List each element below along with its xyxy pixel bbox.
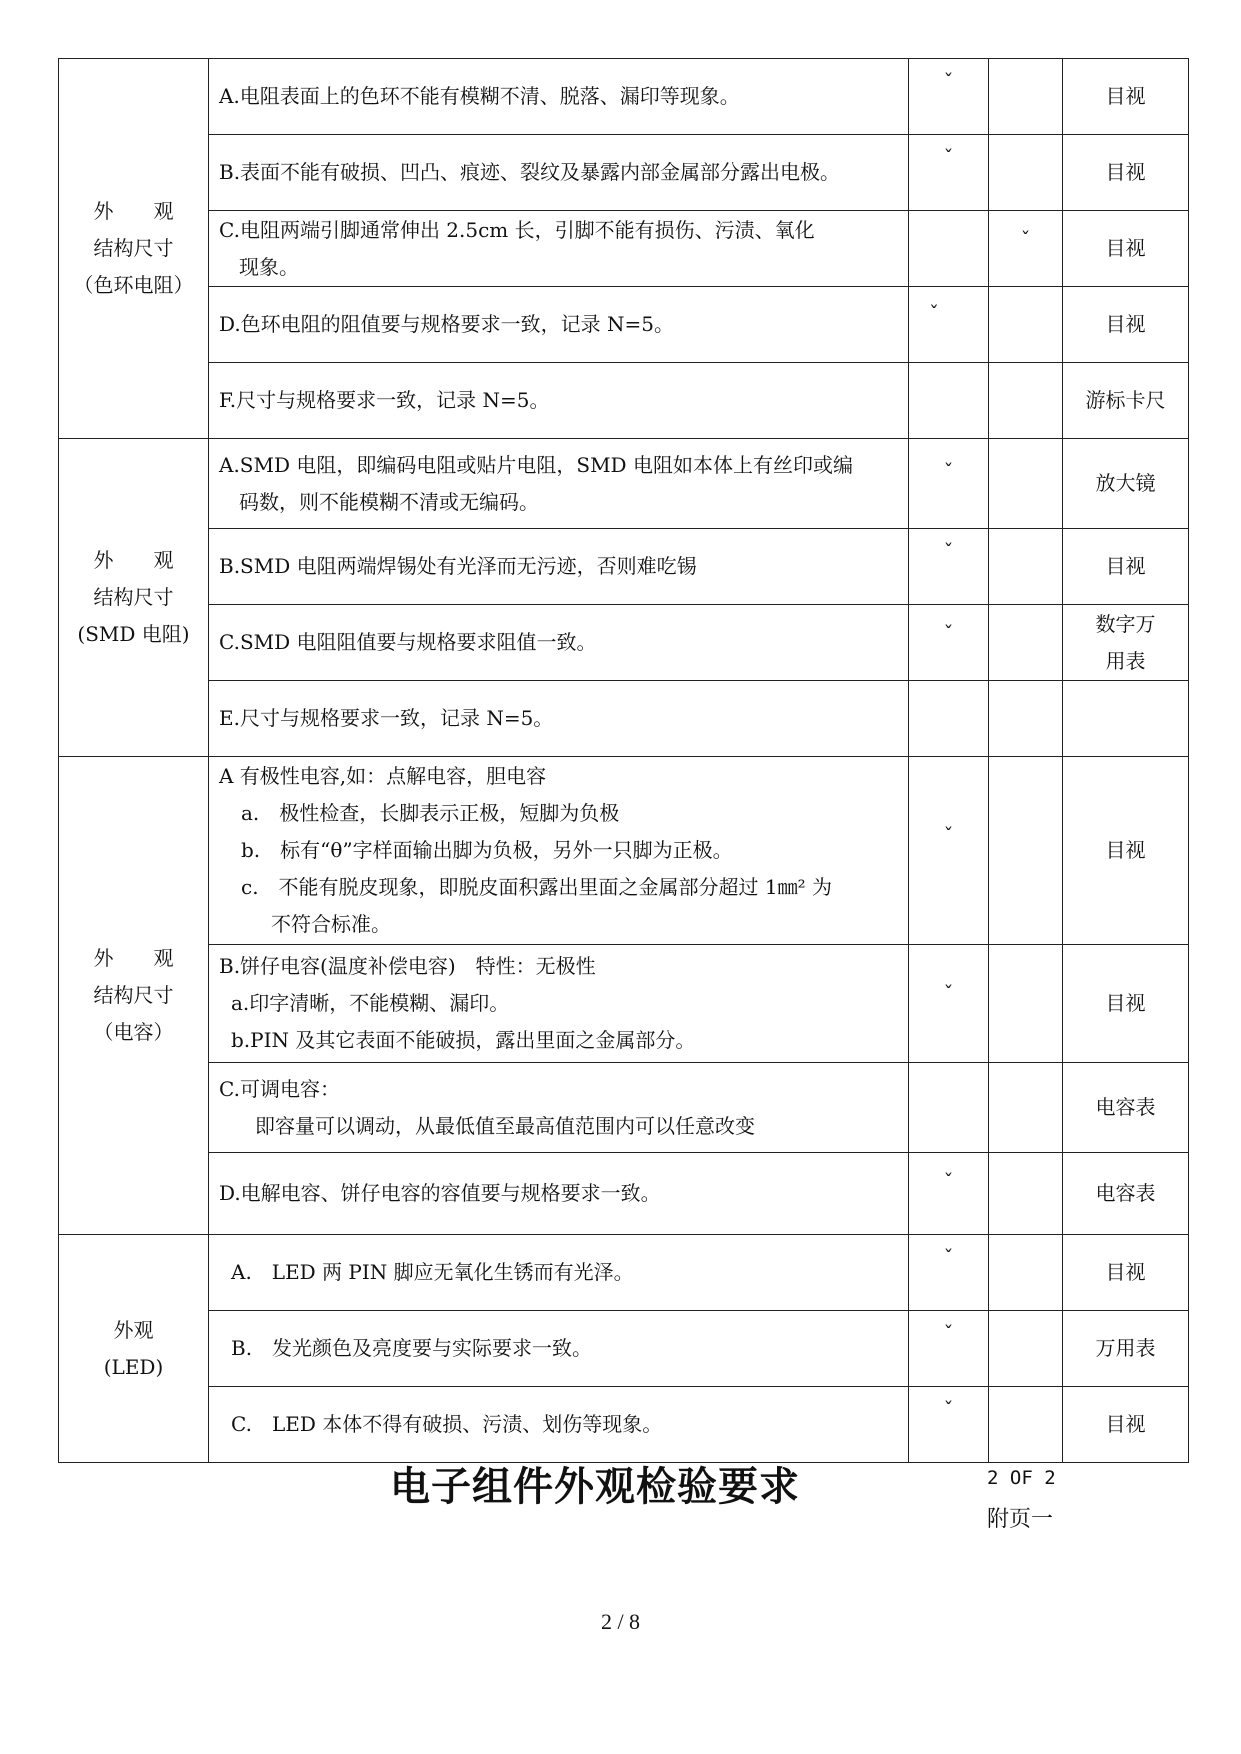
category-line: 外 观 [93, 199, 174, 223]
category-cell [59, 757, 209, 1235]
item-line: B.饼仔电容(温度补偿电容) 特性：无极性 [219, 954, 596, 978]
table-row [59, 211, 1189, 287]
item-line: A.SMD 电阻，即编码电阻或贴片电阻，SMD 电阻如本体上有丝印或编 [219, 452, 853, 477]
check-cell [909, 287, 989, 363]
item-line: b.PIN 及其它表面不能破损，露出里面之金属部分。 [231, 1028, 696, 1052]
category-line: 结构尺寸 [93, 585, 174, 609]
check-mark: ˇ [943, 1397, 954, 1421]
item-text: B.SMD 电阻两端焊锡处有光泽而无污迹，否则难吃锡 [209, 529, 909, 605]
table-row [59, 135, 1189, 211]
check-cell [989, 1153, 1063, 1235]
item-text: E.尺寸与规格要求一致，记录 N=5。 [209, 681, 909, 757]
item-line: 码数，则不能模糊不清或无编码。 [239, 489, 539, 514]
check-mark: ˇ [943, 1169, 954, 1193]
check-mark: ˇ [943, 823, 954, 847]
tool-cell [1063, 681, 1189, 757]
page-footer: 2 / 8 [600, 1609, 641, 1634]
check-mark: ˇ [1020, 227, 1031, 251]
check-cell [909, 1387, 989, 1463]
category-cell [59, 439, 209, 757]
category-line: 结构尺寸 [93, 236, 174, 260]
tool-cell: 目视 [1063, 287, 1189, 363]
check-mark: ˇ [943, 459, 954, 483]
check-cell [989, 1063, 1063, 1153]
check-cell [909, 1235, 989, 1311]
check-mark: ˇ [943, 1321, 954, 1345]
check-cell [909, 59, 989, 135]
check-cell [989, 59, 1063, 135]
tool-cell: 电容表 [1063, 1063, 1189, 1153]
check-mark: ˇ [943, 539, 954, 563]
check-cell [989, 135, 1063, 211]
table-row [59, 945, 1189, 1063]
category-line: (SMD 电阻) [77, 622, 190, 646]
item-line: A 有极性电容,如：点解电容，胆电容 [219, 764, 547, 788]
item-line: 现象。 [239, 254, 299, 279]
item-text: A.电阻表面上的色环不能有模糊不清、脱落、漏印等现象。 [209, 59, 909, 135]
item-line: C.电阻两端引脚通常伸出 2.5cm 长，引脚不能有损伤、污渍、氧化 [219, 217, 815, 242]
tool-line: 用表 [1105, 648, 1146, 673]
item-text [209, 439, 909, 529]
check-cell [989, 1235, 1063, 1311]
check-cell [989, 439, 1063, 529]
tool-cell [1063, 605, 1189, 681]
category-line: 外观 [113, 1317, 154, 1342]
check-mark: ˇ [943, 1245, 954, 1269]
table-row [59, 605, 1189, 681]
category-line: 外 观 [93, 946, 174, 970]
category-line: (LED) [103, 1354, 164, 1379]
table-row [59, 363, 1189, 439]
check-cell [909, 681, 989, 757]
check-mark: ˇ [943, 69, 954, 93]
check-cell [909, 605, 989, 681]
item-line: a.印字清晰，不能模糊、漏印。 [231, 991, 510, 1015]
check-mark: ˇ [943, 621, 954, 645]
check-cell [989, 945, 1063, 1063]
check-cell [989, 211, 1063, 287]
tool-cell: 目视 [1063, 1387, 1189, 1463]
check-cell [909, 439, 989, 529]
item-text: C.SMD 电阻阻值要与规格要求阻值一致。 [209, 605, 909, 681]
item-text [209, 1063, 909, 1153]
tool-cell: 目视 [1063, 945, 1189, 1063]
check-mark: ˇ [929, 301, 939, 325]
check-cell [989, 757, 1063, 945]
tool-cell: 目视 [1063, 1235, 1189, 1311]
tool-cell: 电容表 [1063, 1153, 1189, 1235]
tool-cell: 万用表 [1063, 1311, 1189, 1387]
check-cell [909, 135, 989, 211]
inspection-table [58, 58, 1189, 1463]
check-cell [909, 1063, 989, 1153]
check-cell [989, 1311, 1063, 1387]
item-text [209, 211, 909, 287]
tool-cell: 目视 [1063, 135, 1189, 211]
item-line: C.可调电容： [219, 1076, 340, 1101]
annex-label: 附页一 [987, 1507, 1054, 1532]
check-cell [989, 681, 1063, 757]
table-row [59, 529, 1189, 605]
item-text [209, 945, 909, 1063]
item-text: C. LED 本体不得有破损、污渍、划伤等现象。 [209, 1387, 909, 1463]
table-row [59, 1235, 1189, 1311]
tool-line: 数字万 [1095, 611, 1156, 636]
check-mark: ˇ [943, 145, 954, 169]
category-line: 外 观 [93, 548, 174, 572]
item-text: B. 发光颜色及亮度要与实际要求一致。 [209, 1311, 909, 1387]
tool-cell: 目视 [1063, 529, 1189, 605]
category-cell [59, 1235, 209, 1463]
check-cell [909, 529, 989, 605]
item-line: a. 极性检查，长脚表示正极，短脚为负极 [241, 801, 620, 825]
category-line: （色环电阻） [73, 273, 194, 297]
check-cell [989, 529, 1063, 605]
table-row [59, 287, 1189, 363]
item-line: 不符合标准。 [271, 912, 391, 936]
table-row [59, 1387, 1189, 1463]
category-cell [59, 59, 209, 439]
item-text: D.电解电容、饼仔电容的容值要与规格要求一致。 [209, 1153, 909, 1235]
item-line: c. 不能有脱皮现象，即脱皮面积露出里面之金属部分超过 1㎜² 为 [241, 875, 833, 899]
item-text: D.色环电阻的阻值要与规格要求一致，记录 N=5。 [209, 287, 909, 363]
item-line: b. 标有“θ”字样面输出脚为负极，另外一只脚为正极。 [241, 838, 733, 862]
check-cell [989, 605, 1063, 681]
table-row [59, 1063, 1189, 1153]
check-cell [989, 287, 1063, 363]
tool-cell: 放大镜 [1063, 439, 1189, 529]
check-cell [909, 363, 989, 439]
table-row [59, 681, 1189, 757]
category-line: （电容） [93, 1020, 174, 1044]
tool-cell: 目视 [1063, 59, 1189, 135]
check-cell [909, 211, 989, 287]
category-line: 结构尺寸 [93, 983, 174, 1007]
item-line: 即容量可以调动，从最低值至最高值范围内可以任意改变 [255, 1113, 755, 1138]
document-title: 电子组件外观检验要求 [390, 1463, 800, 1510]
item-text: B.表面不能有破损、凹凸、痕迹、裂纹及暴露内部金属部分露出电极。 [209, 135, 909, 211]
check-mark: ˇ [943, 981, 954, 1005]
table-row [59, 1153, 1189, 1235]
table-row [59, 59, 1189, 135]
tool-cell: 目视 [1063, 211, 1189, 287]
check-cell [909, 945, 989, 1063]
item-text: A. LED 两 PIN 脚应无氧化生锈而有光泽。 [209, 1235, 909, 1311]
table-row [59, 439, 1189, 529]
check-cell [909, 757, 989, 945]
tool-cell: 目视 [1063, 757, 1189, 945]
table-row [59, 1311, 1189, 1387]
item-text [209, 757, 909, 945]
check-cell [989, 1387, 1063, 1463]
table-row [59, 757, 1189, 945]
check-cell [989, 363, 1063, 439]
page-label: 2 OF 2 [987, 1467, 1056, 1489]
check-cell [909, 1311, 989, 1387]
item-text: F.尺寸与规格要求一致，记录 N=5。 [209, 363, 909, 439]
check-cell [909, 1153, 989, 1235]
tool-cell: 游标卡尺 [1063, 363, 1189, 439]
